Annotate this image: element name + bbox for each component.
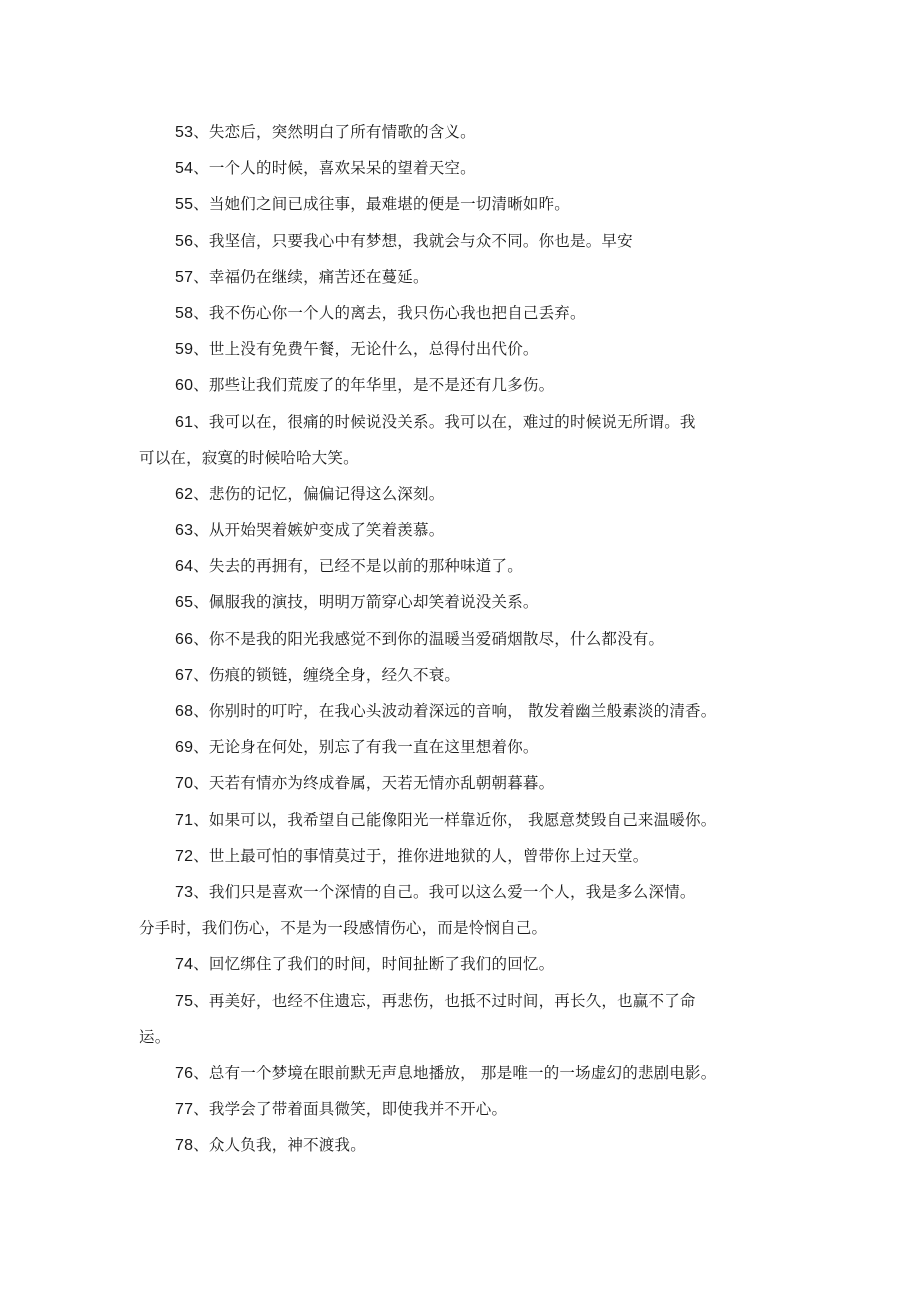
quote-number: 68 xyxy=(175,703,194,720)
quote-text: 、世上没有免费午餐，无论什么，总得付出代价。 xyxy=(193,340,539,359)
quote-text: 、我可以在，很痛的时候说没关系。我可以在，难过的时候说无所谓。我 xyxy=(193,412,696,431)
quote-number: 66 xyxy=(175,630,194,648)
quote-text: 、如果可以，我希望自己能像阳光一样靠近你， 我愿意焚毁自己来温暖你。 xyxy=(193,810,717,829)
quote-text: 、失去的再拥有，已经不是以前的那种味道了。 xyxy=(193,557,523,576)
quote-text: 、失恋后，突然明白了所有情歌的含义。 xyxy=(193,123,476,141)
quote-text: 可以在，寂寞的时候哈哈大笑。 xyxy=(139,448,359,467)
quote-55 xyxy=(139,186,769,222)
quote-text: 、悲伤的记忆，偏偏记得这么深刻。 xyxy=(193,484,445,503)
quote-53 xyxy=(139,114,769,150)
quote-58 xyxy=(139,295,769,331)
quote-number: 70 xyxy=(175,775,194,793)
quote-72 xyxy=(139,838,769,874)
quote-text: 、你别时的叮咛，在我心头波动着深远的音响， 散发着幽兰般素淡的清香。 xyxy=(193,702,717,720)
quote-text: 、无论身在何处，别忘了有我一直在这里想着你。 xyxy=(193,738,539,757)
quote-61-continuation xyxy=(139,440,769,476)
quote-67 xyxy=(139,657,769,693)
quote-text: 、我学会了带着面具微笑，即使我并不开心。 xyxy=(193,1100,508,1119)
quote-56 xyxy=(139,223,769,259)
quote-text: 、你不是我的阳光我感觉不到你的温暖当爱硝烟散尽，什么都没有。 xyxy=(193,629,665,648)
quote-number: 57 xyxy=(175,268,194,286)
quote-54 xyxy=(139,150,769,186)
quote-text: 、再美好，也经不住遗忘，再悲伤，也抵不过时间，再长久，也赢不了命 xyxy=(193,991,696,1010)
quote-text: 、我不伤心你一个人的离去，我只伤心我也把自己丢弃。 xyxy=(193,303,586,322)
quote-number: 78 xyxy=(175,1137,194,1155)
quote-number: 61 xyxy=(175,413,194,431)
quote-text: 、那些让我们荒废了的年华里，是不是还有几多伤。 xyxy=(193,376,555,395)
document-body xyxy=(139,114,769,1163)
quote-number: 64 xyxy=(175,558,194,576)
quote-59 xyxy=(139,331,769,367)
quote-text: 、一个人的时候，喜欢呆呆的望着天空。 xyxy=(193,159,476,178)
quote-text: 、我们只是喜欢一个深情的自己。我可以这么爱一个人，我是多么深情。 xyxy=(193,882,696,901)
quote-number: 73 xyxy=(175,883,194,901)
quote-number: 69 xyxy=(175,739,194,757)
quote-74 xyxy=(139,946,769,982)
quote-68 xyxy=(139,693,769,729)
quote-63 xyxy=(139,512,769,548)
quote-number: 65 xyxy=(175,594,194,612)
quote-number: 67 xyxy=(175,666,194,684)
quote-number: 60 xyxy=(175,377,194,395)
quote-number: 59 xyxy=(175,341,194,359)
quote-text: 、总有一个梦境在眼前默无声息地播放， 那是唯一的一场虚幻的悲剧电影。 xyxy=(193,1063,717,1082)
quote-60 xyxy=(139,367,769,403)
quote-text: 、世上最可怕的事情莫过于，推你进地狱的人，曾带你上过天堂。 xyxy=(193,846,649,865)
quote-number: 77 xyxy=(175,1101,194,1119)
quote-text: 、佩服我的演技，明明万箭穿心却笑着说没关系。 xyxy=(193,593,539,612)
quote-75 xyxy=(139,983,769,1019)
quote-71 xyxy=(139,802,769,838)
quote-text: 、从开始哭着嫉妒变成了笑着羡慕。 xyxy=(193,521,445,540)
quote-number: 71 xyxy=(175,811,194,829)
quote-65 xyxy=(139,584,769,620)
quote-76 xyxy=(139,1055,769,1091)
quote-61 xyxy=(139,404,769,440)
quote-69 xyxy=(139,729,769,765)
quote-number: 56 xyxy=(175,232,194,250)
quote-62 xyxy=(139,476,769,512)
quote-text: 、众人负我，神不渡我。 xyxy=(193,1136,366,1155)
quote-75-continuation xyxy=(139,1019,769,1055)
quote-57 xyxy=(139,259,769,295)
quote-64 xyxy=(139,548,769,584)
quote-number: 62 xyxy=(175,485,194,503)
quote-text: 运。 xyxy=(139,1027,171,1046)
quote-text: 、天若有情亦为终成眷属，天若无情亦乱朝朝暮暮。 xyxy=(193,774,555,793)
quote-78 xyxy=(139,1127,769,1163)
quote-77 xyxy=(139,1091,769,1127)
quote-70 xyxy=(139,765,769,801)
quote-number: 75 xyxy=(175,992,194,1010)
quote-number: 76 xyxy=(175,1064,194,1082)
quote-73 xyxy=(139,874,769,910)
quote-number: 58 xyxy=(175,304,194,322)
quote-text: 、幸福仍在继续，痛苦还在蔓延。 xyxy=(193,267,429,286)
quote-text: 、当她们之间已成往事，最难堪的便是一切清晰如昨。 xyxy=(193,195,571,214)
quote-66 xyxy=(139,621,769,657)
quote-text: 、回忆绑住了我们的时间，时间扯断了我们的回忆。 xyxy=(193,955,555,974)
quote-text: 、我坚信，只要我心中有梦想，我就会与众不同。你也是。早安 xyxy=(193,231,633,250)
quote-number: 74 xyxy=(175,956,194,974)
quote-number: 54 xyxy=(175,160,194,178)
quote-text: 分手时，我们伤心，不是为一段感情伤心，而是怜悯自己。 xyxy=(139,919,548,938)
quote-text: 、伤痕的锁链，缠绕全身，经久不衰。 xyxy=(193,665,461,684)
quote-number: 55 xyxy=(175,196,194,214)
quote-73-continuation xyxy=(139,910,769,946)
quote-number: 72 xyxy=(175,847,194,865)
quote-number: 63 xyxy=(175,522,194,540)
quote-number: 53 xyxy=(175,124,194,141)
